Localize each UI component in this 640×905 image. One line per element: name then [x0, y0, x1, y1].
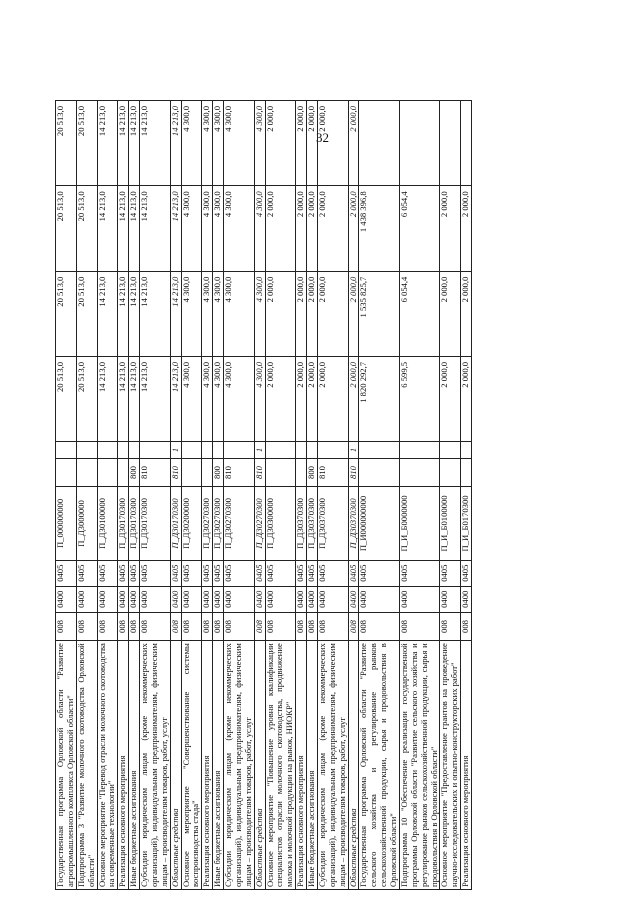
amount-col-4: 4 300,0 [213, 101, 224, 186]
section-code: 0400 [170, 586, 181, 612]
amount-col-4: 4 300,0 [254, 101, 265, 186]
source-flag [265, 442, 296, 459]
section-code: 0400 [118, 586, 129, 612]
table-row [56, 101, 77, 890]
amount-col-2: 2 000,0 [265, 271, 296, 356]
grbs-code: 008 [118, 612, 129, 640]
amount-col-2: 4 300,0 [202, 271, 213, 356]
table-row [118, 101, 129, 890]
target-article-code: П_И_Б0170300 [461, 487, 472, 560]
section-code: 0400 [140, 586, 171, 612]
grbs-code: 008 [461, 612, 472, 640]
expense-type-code: 800 [129, 458, 140, 486]
amount-col-2: 4 300,0 [181, 271, 202, 356]
amount-col-2: 14 213,0 [170, 271, 181, 356]
section-code: 0400 [129, 586, 140, 612]
target-article-code: П_И_Б0100000 [440, 487, 461, 560]
table-row [140, 101, 171, 890]
amount-col-4: 20 513,0 [56, 101, 77, 186]
source-flag [140, 442, 171, 459]
amount-col-2: 1 535 825,7 [359, 271, 400, 356]
target-article-code: П_Д30370300 [296, 487, 307, 560]
target-article-code: П_И000000000 [359, 487, 400, 560]
table-row [348, 101, 359, 890]
amount-col-4 [461, 101, 472, 186]
section-code: 0400 [461, 586, 472, 612]
amount-col-1: 2 000,0 [440, 356, 461, 441]
grbs-code: 008 [296, 612, 307, 640]
amount-col-3: 14 213,0 [118, 186, 129, 271]
amount-col-4: 14 213,0 [140, 101, 171, 186]
amount-col-1: 20 513,0 [76, 356, 97, 441]
section-code: 0400 [97, 586, 118, 612]
grbs-code: 008 [224, 612, 255, 640]
grbs-code: 008 [307, 612, 318, 640]
amount-col-2: 2 000,0 [307, 271, 318, 356]
amount-col-2: 20 513,0 [76, 271, 97, 356]
source-flag [181, 442, 202, 459]
amount-col-2: 2 000,0 [348, 271, 359, 356]
grbs-code: 008 [181, 612, 202, 640]
grbs-code: 008 [348, 612, 359, 640]
amount-col-1: 14 213,0 [140, 356, 171, 441]
grbs-code: 008 [265, 612, 296, 640]
expense-type-code [56, 458, 77, 486]
subsection-code: 0405 [254, 560, 265, 586]
row-name: Основное мероприятие "Совершенствование системы воспроизводства стада" [181, 641, 202, 890]
amount-col-3: 4 300,0 [181, 186, 202, 271]
amount-col-1: 4 300,0 [202, 356, 213, 441]
grbs-code: 008 [399, 612, 440, 640]
subsection-code: 0405 [224, 560, 255, 586]
amount-col-1: 20 513,0 [56, 356, 77, 441]
amount-col-4: 4 300,0 [181, 101, 202, 186]
amount-col-4: 14 213,0 [118, 101, 129, 186]
expense-type-code [202, 458, 213, 486]
expense-type-code [118, 458, 129, 486]
amount-col-3: 14 213,0 [140, 186, 171, 271]
source-flag [202, 442, 213, 459]
expense-type-code: 810 [224, 458, 255, 486]
amount-col-1: 4 300,0 [254, 356, 265, 441]
subsection-code: 0405 [76, 560, 97, 586]
amount-col-3: 20 513,0 [76, 186, 97, 271]
source-flag [56, 442, 77, 459]
row-name: Субсидии юридическим лицам (кроме некоммерческих организаций), индивидуальным предпринимателям, физическим лицам – производителям товаров, работ, услуг [224, 641, 255, 890]
amount-col-3: 2 000,0 [440, 186, 461, 271]
expense-type-code [359, 458, 400, 486]
source-flag [76, 442, 97, 459]
source-flag [317, 442, 348, 459]
amount-col-1: 2 000,0 [348, 356, 359, 441]
amount-col-2: 4 300,0 [254, 271, 265, 356]
subsection-code: 0405 [265, 560, 296, 586]
subsection-code: 0405 [296, 560, 307, 586]
row-name: Иные бюджетные ассигнования [307, 641, 318, 890]
grbs-code: 008 [97, 612, 118, 640]
amount-col-3: 14 213,0 [129, 186, 140, 271]
source-flag: 1 [348, 442, 359, 459]
row-name: Областные средства [348, 641, 359, 890]
grbs-code: 008 [129, 612, 140, 640]
row-name: Субсидии юридическим лицам (кроме некоммерческих организаций), индивидуальным предпринимателям, физическим лицам – производителям товаров, работ, услуг [140, 641, 171, 890]
grbs-code: 008 [140, 612, 171, 640]
amount-col-3: 20 513,0 [56, 186, 77, 271]
amount-col-2: 2 000,0 [317, 271, 348, 356]
target-article-code: П_Д30200000 [181, 487, 202, 560]
target-article-code: П_Д30170300 [170, 487, 181, 560]
section-code: 0400 [265, 586, 296, 612]
amount-col-1: 2 000,0 [265, 356, 296, 441]
subsection-code: 0405 [317, 560, 348, 586]
amount-col-2: 20 513,0 [56, 271, 77, 356]
grbs-code: 008 [202, 612, 213, 640]
amount-col-3: 14 213,0 [170, 186, 181, 271]
amount-col-4 [399, 101, 440, 186]
grbs-code: 008 [317, 612, 348, 640]
table-body [56, 101, 472, 890]
amount-col-2: 4 300,0 [224, 271, 255, 356]
amount-col-2: 2 000,0 [296, 271, 307, 356]
expense-type-code [265, 458, 296, 486]
amount-col-2: 4 300,0 [213, 271, 224, 356]
section-code: 0400 [307, 586, 318, 612]
target-article-code: П_Д30270300 [254, 487, 265, 560]
target-article-code: П_Д30270300 [213, 487, 224, 560]
amount-col-4: 2 000,0 [296, 101, 307, 186]
amount-col-4 [440, 101, 461, 186]
table-row [97, 101, 118, 890]
amount-col-3: 2 000,0 [265, 186, 296, 271]
subsection-code: 0405 [97, 560, 118, 586]
section-code: 0400 [317, 586, 348, 612]
source-flag [213, 442, 224, 459]
table-row [461, 101, 472, 890]
table-row [129, 101, 140, 890]
row-name: Реализация основного мероприятия [202, 641, 213, 890]
amount-col-3: 2 000,0 [296, 186, 307, 271]
amount-col-1: 4 300,0 [224, 356, 255, 441]
grbs-code: 008 [440, 612, 461, 640]
amount-col-4: 2 000,0 [265, 101, 296, 186]
source-flag [359, 442, 400, 459]
grbs-code: 008 [170, 612, 181, 640]
target-article-code: П_Д30270300 [224, 487, 255, 560]
row-name: Областные средства [254, 641, 265, 890]
page-number: 32 [316, 130, 329, 145]
amount-col-4: 14 213,0 [129, 101, 140, 186]
amount-col-1: 14 213,0 [97, 356, 118, 441]
source-flag [296, 442, 307, 459]
grbs-code: 008 [359, 612, 400, 640]
target-article-code: П_Д3000000 [76, 487, 97, 560]
amount-col-4: 2 000,0 [307, 101, 318, 186]
row-name: Областные средства [170, 641, 181, 890]
amount-col-2: 6 054,4 [399, 271, 440, 356]
amount-col-3: 2 000,0 [307, 186, 318, 271]
subsection-code: 0405 [202, 560, 213, 586]
target-article-code: П_Д30170300 [118, 487, 129, 560]
amount-col-4: 20 513,0 [76, 101, 97, 186]
source-flag: 1 [170, 442, 181, 459]
subsection-code: 0405 [140, 560, 171, 586]
section-code: 0400 [254, 586, 265, 612]
subsection-code: 0405 [213, 560, 224, 586]
amount-col-4: 4 300,0 [224, 101, 255, 186]
amount-col-3: 4 300,0 [202, 186, 213, 271]
amount-col-1: 2 000,0 [317, 356, 348, 441]
amount-col-3: 14 213,0 [97, 186, 118, 271]
amount-col-3: 4 300,0 [254, 186, 265, 271]
source-flag [461, 442, 472, 459]
row-name: Иные бюджетные ассигнования [213, 641, 224, 890]
target-article-code: П_Д30170300 [129, 487, 140, 560]
amount-col-1: 14 213,0 [170, 356, 181, 441]
source-flag [440, 442, 461, 459]
section-code: 0400 [181, 586, 202, 612]
row-name: Реализация основного мероприятия [118, 641, 129, 890]
source-flag [118, 442, 129, 459]
target-article-code: П_Д30370300 [317, 487, 348, 560]
section-code: 0400 [56, 586, 77, 612]
row-name: Реализация основного мероприятия [296, 641, 307, 890]
table-row [224, 101, 255, 890]
source-flag [129, 442, 140, 459]
expense-type-code [440, 458, 461, 486]
grbs-code: 008 [213, 612, 224, 640]
amount-col-1: 2 000,0 [307, 356, 318, 441]
row-name: Субсидии юридическим лицам (кроме некоммерческих организаций), индивидуальным предпринимателям, физическим лицам – производителям товаров, работ, услуг [317, 641, 348, 890]
amount-col-3: 1 438 396,8 [359, 186, 400, 271]
subsection-code: 0405 [440, 560, 461, 586]
target-article-code: П_Д30300000 [265, 487, 296, 560]
section-code: 0400 [224, 586, 255, 612]
expense-type-code [461, 458, 472, 486]
table-row [76, 101, 97, 890]
expense-type-code: 810 [254, 458, 265, 486]
amount-col-1: 4 300,0 [181, 356, 202, 441]
expense-type-code: 810 [348, 458, 359, 486]
table-row [440, 101, 461, 890]
source-flag [399, 442, 440, 459]
source-flag [307, 442, 318, 459]
source-flag [224, 442, 255, 459]
table-row [399, 101, 440, 890]
expense-type-code: 810 [170, 458, 181, 486]
amount-col-2: 14 213,0 [129, 271, 140, 356]
amount-col-1: 6 599,5 [399, 356, 440, 441]
subsection-code: 0405 [181, 560, 202, 586]
expense-type-code [97, 458, 118, 486]
target-article-code: П_И_Б0000000 [399, 487, 440, 560]
amount-col-1: 14 213,0 [129, 356, 140, 441]
amount-col-1: 14 213,0 [118, 356, 129, 441]
target-article-code: П_Д30270300 [202, 487, 213, 560]
target-article-code: П_Д30370300 [307, 487, 318, 560]
table-row [170, 101, 181, 890]
subsection-code: 0405 [129, 560, 140, 586]
source-flag: 1 [254, 442, 265, 459]
expense-type-code: 810 [140, 458, 171, 486]
grbs-code: 008 [254, 612, 265, 640]
row-name: Основное мероприятие "Повышение уровня квалификации специалистов отрасли молочного скотоводства, продвижение молока и молочной продукции на рынок, НИОКР" [265, 641, 296, 890]
table-row [296, 101, 307, 890]
section-code: 0400 [76, 586, 97, 612]
amount-col-4: 14 213,0 [97, 101, 118, 186]
amount-col-4: 2 000,0 [348, 101, 359, 186]
source-flag [97, 442, 118, 459]
table-row [307, 101, 318, 890]
table-row [202, 101, 213, 890]
subsection-code: 0405 [461, 560, 472, 586]
grbs-code: 008 [56, 612, 77, 640]
subsection-code: 0405 [170, 560, 181, 586]
expense-type-code: 800 [213, 458, 224, 486]
amount-col-3: 2 000,0 [461, 186, 472, 271]
row-name: Основное мероприятие "Перевод отрасли молочного скотоводства на современные технологии" [97, 641, 118, 890]
expense-type-code: 800 [307, 458, 318, 486]
amount-col-1: 4 300,0 [213, 356, 224, 441]
target-article-code: П_000000000 [56, 487, 77, 560]
subsection-code: 0405 [307, 560, 318, 586]
amount-col-2: 14 213,0 [140, 271, 171, 356]
section-code: 0400 [296, 586, 307, 612]
section-code: 0400 [202, 586, 213, 612]
section-code: 0400 [440, 586, 461, 612]
row-name: Государственная программа Орловской области "Развитие агропромышленного комплекса Орловской области" [56, 641, 77, 890]
amount-col-1: 1 820 292,7 [359, 356, 400, 441]
amount-col-2: 2 000,0 [440, 271, 461, 356]
amount-col-2: 2 000,0 [461, 271, 472, 356]
expense-type-code [76, 458, 97, 486]
row-name: Реализация основного мероприятия [461, 641, 472, 890]
grbs-code: 008 [76, 612, 97, 640]
expense-type-code [181, 458, 202, 486]
budget-table [55, 100, 472, 890]
amount-col-4: 2 000,0 [317, 101, 348, 186]
section-code: 0400 [399, 586, 440, 612]
subsection-code: 0405 [56, 560, 77, 586]
row-name: Подпрограмма 10 "Обеспечение реализации государственной программы Орловской области "Развитие сельского хозяйства и регулирование рынков сельскохозяйственной продукции, сырья и продовольствия в Орловской области" [399, 641, 440, 890]
subsection-code: 0405 [399, 560, 440, 586]
row-name: Иные бюджетные ассигнования [129, 641, 140, 890]
amount-col-3: 6 054,4 [399, 186, 440, 271]
amount-col-4 [359, 101, 400, 186]
amount-col-3: 2 000,0 [348, 186, 359, 271]
row-name: Основное мероприятие "Предоставление грантов на проведение научно-исследовательских и опытно-конструкторских работ" [440, 641, 461, 890]
amount-col-1: 2 000,0 [296, 356, 307, 441]
amount-col-3: 4 300,0 [224, 186, 255, 271]
amount-col-3: 4 300,0 [213, 186, 224, 271]
expense-type-code [399, 458, 440, 486]
amount-col-4: 14 213,0 [170, 101, 181, 186]
table-row [359, 101, 400, 890]
amount-col-4: 4 300,0 [202, 101, 213, 186]
table-row [317, 101, 348, 890]
amount-col-2: 14 213,0 [118, 271, 129, 356]
subsection-code: 0405 [359, 560, 400, 586]
expense-type-code [296, 458, 307, 486]
budget-table-rotated [55, 100, 510, 890]
target-article-code: П_Д30170300 [140, 487, 171, 560]
target-article-code: П_Д30370300 [348, 487, 359, 560]
section-code: 0400 [359, 586, 400, 612]
table-row [213, 101, 224, 890]
section-code: 0400 [213, 586, 224, 612]
subsection-code: 0405 [118, 560, 129, 586]
amount-col-1: 2 000,0 [461, 356, 472, 441]
row-name: Государственная программа Орловской области "Развитие сельского хозяйства и регулирование рынков сельскохозяйственной продукции, сырья и продовольствия в Орловской области" [359, 641, 400, 890]
expense-type-code: 810 [317, 458, 348, 486]
table-row [181, 101, 202, 890]
row-name: Подпрограмма 3 "Развитие молочного скотоводства Орловской области" [76, 641, 97, 890]
subsection-code: 0405 [348, 560, 359, 586]
amount-col-2: 14 213,0 [97, 271, 118, 356]
target-article-code: П_Д30100000 [97, 487, 118, 560]
table-row [254, 101, 265, 890]
section-code: 0400 [348, 586, 359, 612]
amount-col-3: 2 000,0 [317, 186, 348, 271]
table-row [265, 101, 296, 890]
